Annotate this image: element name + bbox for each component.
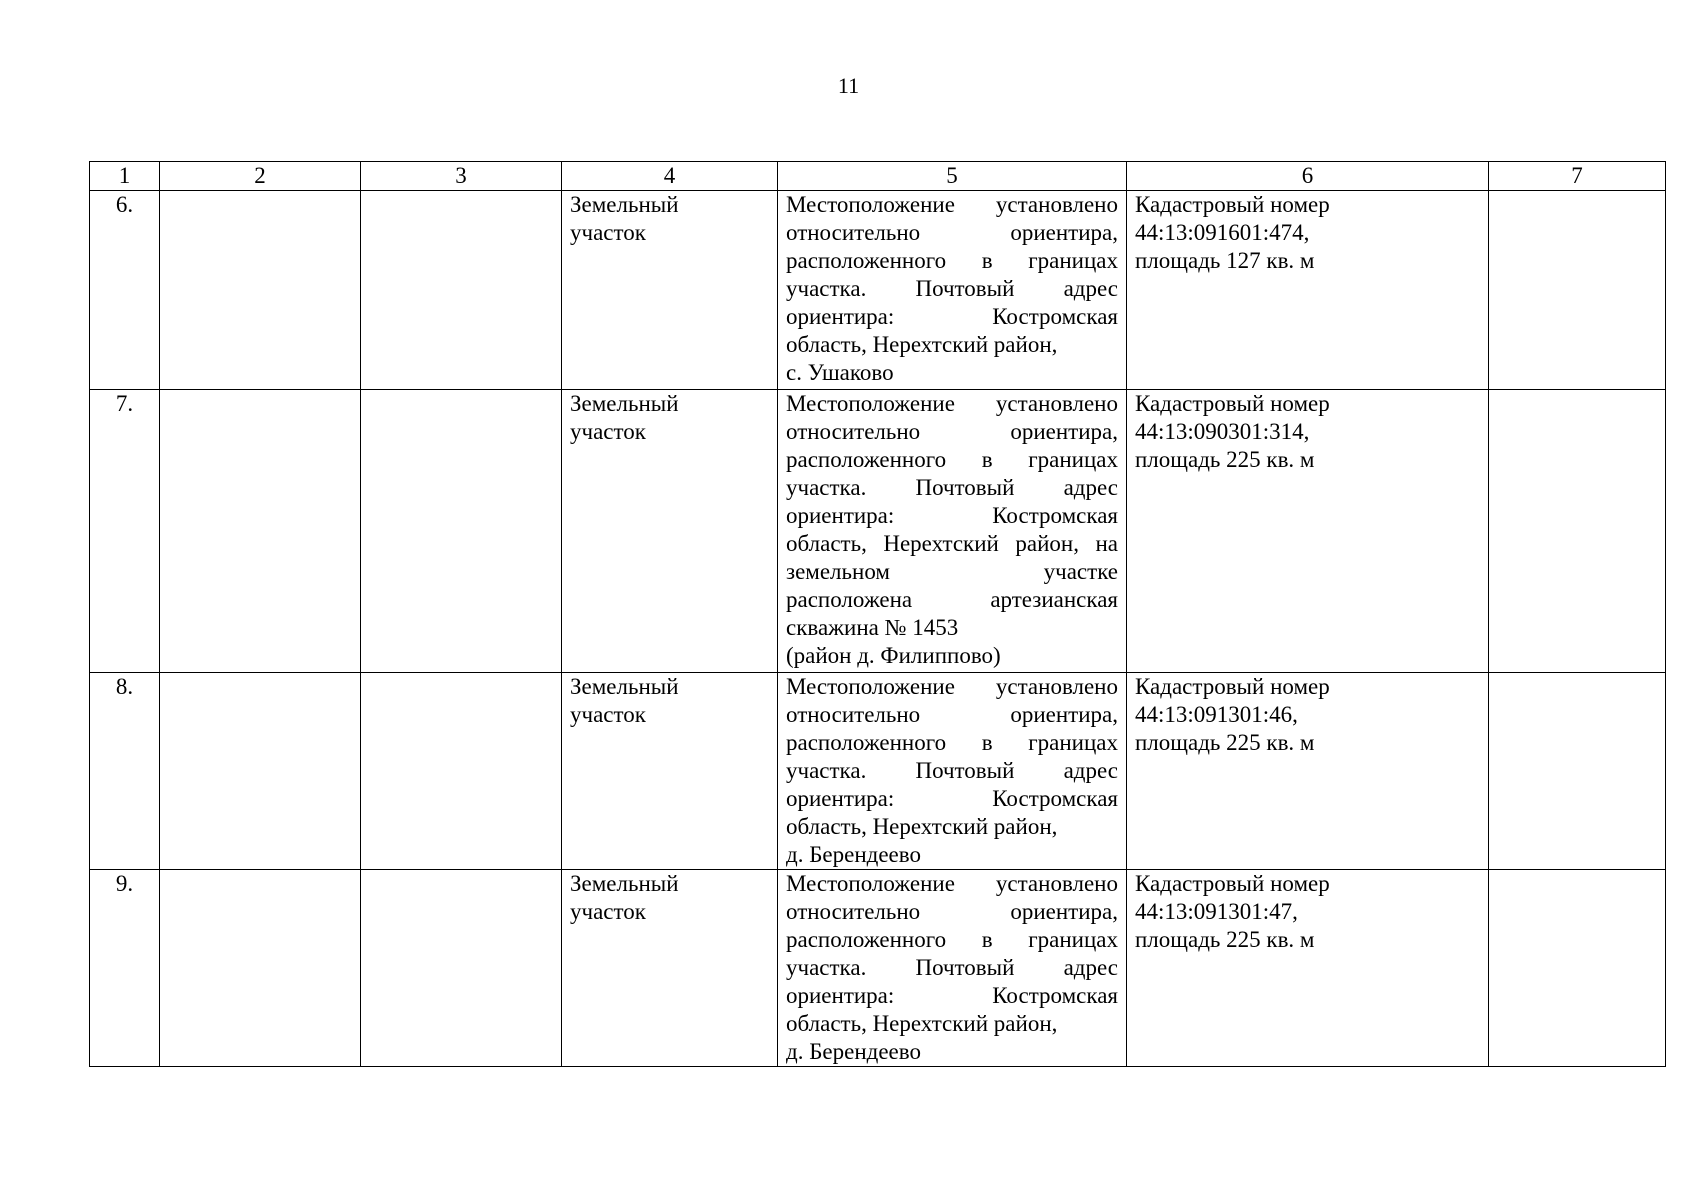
table-header-row xyxy=(90,162,1666,191)
row-number: 8. xyxy=(90,673,160,870)
details-cell xyxy=(1127,673,1489,870)
location-cell xyxy=(778,673,1127,870)
area-value: площадь 127 кв. м xyxy=(1135,248,1315,273)
location-line: расположенного в границах xyxy=(786,927,1118,952)
location-line: с. Ушаково xyxy=(786,360,894,385)
location-line: Местоположение установлено xyxy=(786,391,1118,416)
location-line: расположенного в границах xyxy=(786,248,1118,273)
location-line: скважина № 1453 xyxy=(786,615,959,640)
table-row xyxy=(90,390,1666,673)
cell-col7 xyxy=(1489,390,1666,673)
cadastral-number: 44:13:091301:47, xyxy=(1135,899,1298,924)
object-type-cell xyxy=(562,870,778,1067)
details-cell xyxy=(1127,870,1489,1067)
location-line: область, Нерехтский район, xyxy=(786,1011,1058,1036)
area-value: площадь 225 кв. м xyxy=(1135,927,1315,952)
details-cell xyxy=(1127,191,1489,390)
cadastral-number: 44:13:090301:314, xyxy=(1135,419,1310,444)
cell-col7 xyxy=(1489,191,1666,390)
object-type-cell xyxy=(562,191,778,390)
object-type-line: участок xyxy=(570,220,646,245)
object-type-line: участок xyxy=(570,899,646,924)
row-number: 9. xyxy=(90,870,160,1067)
location-line: расположена артезианская xyxy=(786,587,1118,612)
object-type-line: Земельный xyxy=(570,391,679,416)
column-header: 5 xyxy=(778,162,1127,191)
location-line: ориентира: Костромская xyxy=(786,786,1118,811)
object-type-line: Земельный xyxy=(570,192,679,217)
table-row xyxy=(90,673,1666,870)
table-row xyxy=(90,870,1666,1067)
land-plots-table xyxy=(89,161,1666,1067)
details-line: Кадастровый номер xyxy=(1135,391,1330,416)
object-type-line: участок xyxy=(570,419,646,444)
row-number: 6. xyxy=(90,191,160,390)
details-cell xyxy=(1127,390,1489,673)
cell-col7 xyxy=(1489,673,1666,870)
cell-col2 xyxy=(160,390,361,673)
details-line: Кадастровый номер xyxy=(1135,871,1330,896)
cadastral-number: 44:13:091601:474, xyxy=(1135,220,1310,245)
page-number: 11 xyxy=(837,73,860,98)
area-value: площадь 225 кв. м xyxy=(1135,447,1315,472)
location-line: (район д. Филиппово) xyxy=(786,643,1001,668)
cell-col7 xyxy=(1489,870,1666,1067)
location-line: относительно ориентира, xyxy=(786,220,1118,245)
cell-col3 xyxy=(361,673,562,870)
location-line: относительно ориентира, xyxy=(786,419,1118,444)
location-line: расположенного в границах xyxy=(786,447,1118,472)
details-line: Кадастровый номер xyxy=(1135,192,1330,217)
cell-col2 xyxy=(160,673,361,870)
location-line: ориентира: Костромская xyxy=(786,503,1118,528)
table-row xyxy=(90,191,1666,390)
object-type-line: Земельный xyxy=(570,871,679,896)
location-line: участка. Почтовый адрес xyxy=(786,955,1118,980)
location-line: земельном участке xyxy=(786,559,1118,584)
column-header: 6 xyxy=(1127,162,1489,191)
location-line: относительно ориентира, xyxy=(786,702,1118,727)
location-line: д. Берендеево xyxy=(786,1039,921,1064)
column-header: 4 xyxy=(562,162,778,191)
area-value: площадь 225 кв. м xyxy=(1135,730,1315,755)
cell-col2 xyxy=(160,191,361,390)
location-line: ориентира: Костромская xyxy=(786,983,1118,1008)
location-line: участка. Почтовый адрес xyxy=(786,276,1118,301)
location-line: расположенного в границах xyxy=(786,730,1118,755)
row-number: 7. xyxy=(90,390,160,673)
cell-col3 xyxy=(361,870,562,1067)
location-line: область, Нерехтский район, xyxy=(786,814,1058,839)
object-type-line: Земельный xyxy=(570,674,679,699)
details-line: Кадастровый номер xyxy=(1135,674,1330,699)
object-type-cell xyxy=(562,673,778,870)
location-cell xyxy=(778,390,1127,673)
location-line: ориентира: Костромская xyxy=(786,304,1118,329)
cell-col2 xyxy=(160,870,361,1067)
cell-col3 xyxy=(361,191,562,390)
column-header: 7 xyxy=(1489,162,1666,191)
location-line: Местоположение установлено xyxy=(786,192,1118,217)
location-line: область, Нерехтский район, xyxy=(786,332,1058,357)
location-line: участка. Почтовый адрес xyxy=(786,758,1118,783)
column-header: 2 xyxy=(160,162,361,191)
cadastral-number: 44:13:091301:46, xyxy=(1135,702,1298,727)
location-line: Местоположение установлено xyxy=(786,674,1118,699)
location-line: д. Берендеево xyxy=(786,842,921,867)
location-line: относительно ориентира, xyxy=(786,899,1118,924)
location-line: участка. Почтовый адрес xyxy=(786,475,1118,500)
location-line: область, Нерехтский район, на xyxy=(786,531,1118,556)
location-line: Местоположение установлено xyxy=(786,871,1118,896)
object-type-cell xyxy=(562,390,778,673)
location-cell xyxy=(778,191,1127,390)
column-header: 1 xyxy=(90,162,160,191)
location-cell xyxy=(778,870,1127,1067)
column-header: 3 xyxy=(361,162,562,191)
cell-col3 xyxy=(361,390,562,673)
object-type-line: участок xyxy=(570,702,646,727)
